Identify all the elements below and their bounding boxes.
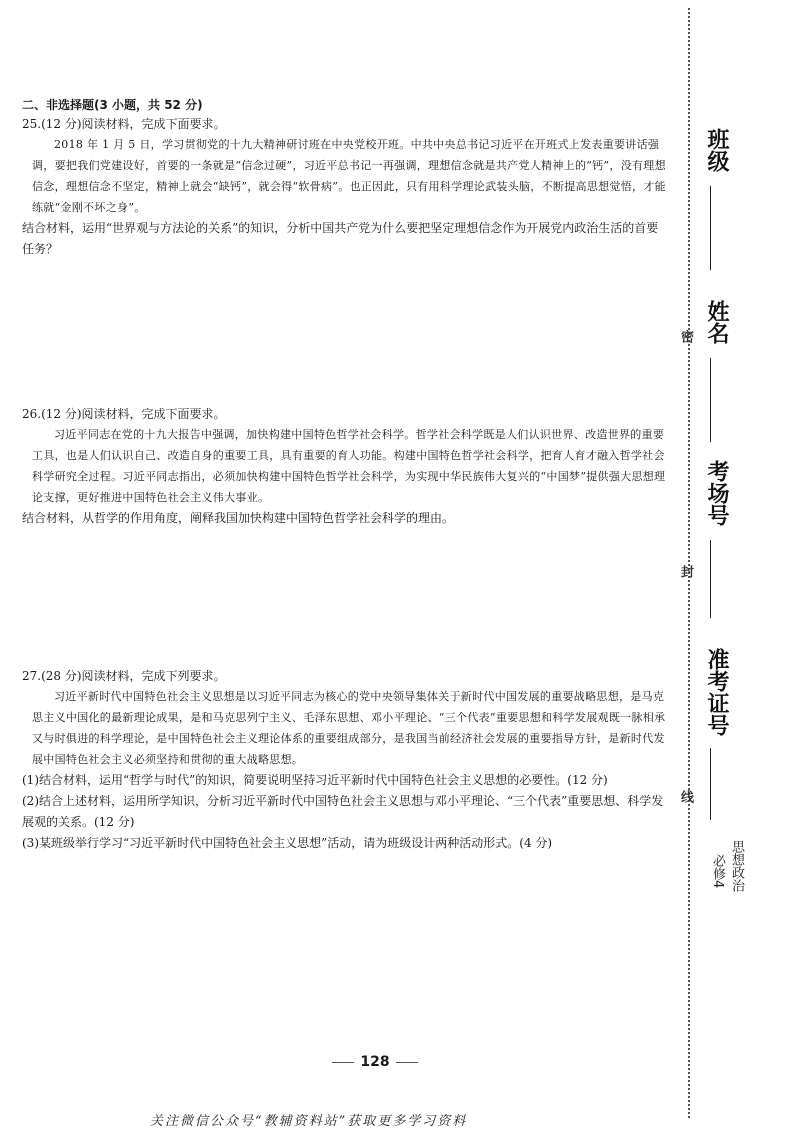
footer-note: 关注微信公众号“教辅资料站”获取更多学习资料 (150, 1114, 468, 1129)
ticket-number-label: 准考证号 (704, 648, 729, 736)
material-paragraph: 2018 年 1 月 5 日，学习贯彻党的十九大精神研讨班在中央党校开班。中共中央总书记习近平在开班式上发表重要讲话强调，要把我们党建设好，首要的一条就是“信念过硬”，习近平总书记一再强调，理想信念就是共产党人精神上的“钙”，没有理想信念，理想信念不坚定，精神上就会“缺钙”，就会得“软骨病”。也正因此，只有用科学理论武装头脑，不断提高思想觉悟，才能练就“金刚不坏之身”。 (32, 138, 666, 214)
exam-room-label: 考场号 (704, 460, 729, 526)
name-field[interactable] (700, 300, 732, 450)
class-label: 班级 (704, 128, 729, 172)
question-27 (22, 666, 670, 854)
seal-mi: 密 (678, 330, 693, 343)
question-task: 结合材料，运用“世界观与方法论的关系”的知识，分析中国共产党为什么要把坚定理想信念作为开展党内政治生活的首要任务？ (22, 221, 659, 256)
class-field[interactable] (700, 128, 732, 273)
exam-room-field[interactable] (700, 460, 732, 620)
question-task-2: (2)结合上述材料，运用所学知识，分析习近平新时代中国特色社会主义思想与邓小平理论、“三个代表”重要思想、科学发展观的关系。(12 分) (22, 794, 664, 829)
question-task-1: (1)结合材料，运用“哲学与时代”的知识，简要说明坚持习近平新时代中国特色社会主义思想的必要性。(12 分) (22, 773, 608, 787)
page-number: 128 (300, 1054, 450, 1070)
section-title: 二、非选择题(3 小题，共 52 分) (22, 98, 203, 112)
question-26 (22, 404, 670, 529)
question-head: 27.(28 分)阅读材料，完成下列要求。 (22, 669, 226, 683)
question-head: 26.(12 分)阅读材料，完成下面要求。 (22, 407, 226, 421)
question-task-3: (3)某班级举行学习“习近平新时代中国特色社会主义思想”活动，请为班级设计两种活动形式。(4 分) (22, 836, 553, 850)
subject-label: 思想政治 必修4 (710, 840, 744, 892)
seal-feng: 封 (678, 565, 693, 578)
binding-cut-line (688, 8, 690, 1118)
name-label: 姓名 (704, 300, 729, 344)
question-sheet (22, 96, 670, 850)
question-head: 25.(12 分)阅读材料，完成下面要求。 (22, 117, 226, 131)
question-task: 结合材料，从哲学的作用角度，阐释我国加快构建中国特色哲学社会科学的理由。 (22, 511, 455, 525)
question-25 (22, 114, 670, 260)
seal-xian: 线 (678, 790, 693, 803)
material-paragraph: 习近平同志在党的十九大报告中强调，加快构建中国特色哲学社会科学。哲学社会科学既是人们认识世界、改造世界的重要工具，也是人们认识自己、改造自身的重要工具，具有重要的育人功能。构建中国特色哲学社会科学，把育人育才融入哲学社会科学研究全过程。习近平同志指出，必须加快构建中国特色哲学社会科学，为实现中华民族伟大复兴的“中国梦”提供强大思想理论支撑，更好推进中国特色社会主义伟大事业。 (32, 428, 666, 504)
material-paragraph: 习近平新时代中国特色社会主义思想是以习近平同志为核心的党中央领导集体关于新时代中国发展的重要战略思想，是马克思主义中国化的最新理论成果，是和马克思列宁主义、毛泽东思想、邓小平理论、“三个代表”重要思想和科学发展观既一脉相承又与时俱进的科学理论，是中国特色社会主义理论体系的重要组成部分，是我国当前经济社会发展的重要指导方针，是新时代发展中国特色社会主义必须坚持和贯彻的重大战略思想。 (32, 690, 666, 766)
ticket-number-field[interactable] (700, 648, 732, 823)
